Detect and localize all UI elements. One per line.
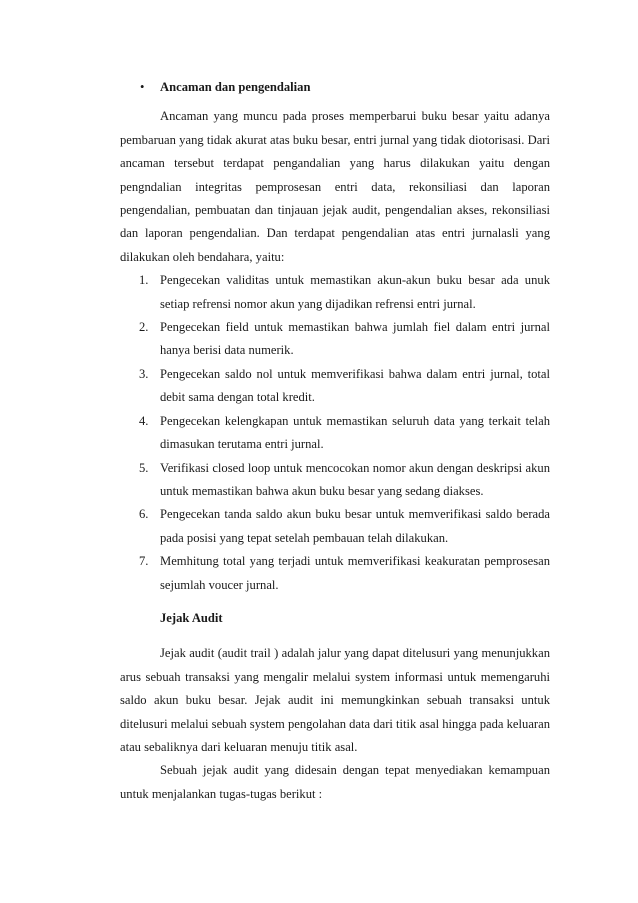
list-item bbox=[120, 457, 550, 504]
list-item bbox=[120, 363, 550, 410]
list-item-text: Pengecekan tanda saldo akun buku besar untuk memverifikasi saldo berada pada posisi yang tepat setelah pembauan telah dilakukan. bbox=[160, 507, 550, 545]
list-item bbox=[120, 316, 550, 363]
control-checks-list bbox=[120, 269, 550, 597]
page-content bbox=[120, 76, 550, 806]
list-item-text: Pengecekan field untuk memastikan bahwa jumlah fiel dalam entri jurnal hanya berisi data numerik. bbox=[160, 320, 550, 358]
list-item-number: 3. bbox=[139, 366, 149, 381]
list-item-number: 5. bbox=[139, 460, 149, 475]
section-heading bbox=[120, 76, 550, 99]
list-item-number: 2. bbox=[139, 320, 149, 335]
audit-paragraph-2: Sebuah jejak audit yang didesain dengan tepat menyediakan kemampuan untuk menjalankan tugas-tugas berikut : bbox=[120, 763, 550, 801]
list-item-text: Memhitung total yang terjadi untuk memverifikasi keakuratan pemprosesan sejumlah voucer jurnal. bbox=[160, 554, 550, 592]
list-item-text: Pengecekan kelengkapan untuk memastikan seluruh data yang terkait telah dimasukan terutama entri jurnal. bbox=[160, 413, 550, 452]
list-item-number: 1. bbox=[139, 273, 149, 288]
bullet-icon: • bbox=[140, 80, 145, 94]
list-item-number: 7. bbox=[139, 554, 149, 569]
list-item-number: 6. bbox=[139, 507, 149, 522]
audit-paragraph-1: Jejak audit (audit trail ) adalah jalur yang dapat ditelusuri yang menunjukkan arus sebuah transaksi yang mengalir melalui system informasi untuk memengaruhi saldo akun buku besar. Jejak audit ini memungkinkan sebuah transaksi untuk ditelusuri melalui sebuah system pengolahan data dari titik asal hingga pada keluaran atau sebaliknya dari keluaran menuju titik asal. bbox=[120, 646, 550, 754]
audit-heading: Jejak Audit bbox=[160, 610, 223, 625]
list-item-text: Verifikasi closed loop untuk mencocokan nomor akun dengan deskripsi akun untuk memastikan bahwa akun buku besar yang sedang diakses. bbox=[160, 460, 550, 498]
list-item-number: 4. bbox=[139, 413, 149, 428]
list-item-text: Pengecekan saldo nol untuk memverifikasi bahwa dalam entri jurnal, total debit sama dengan total kredit. bbox=[160, 366, 550, 405]
list-item-text: Pengecekan validitas untuk memastikan akun-akun buku besar ada unuk setiap refrensi nomor akun yang dijadikan refrensi entri jurnal. bbox=[160, 273, 550, 311]
list-item bbox=[120, 269, 550, 316]
intro-paragraph: Ancaman yang muncu pada proses memperbarui buku besar yaitu adanya pembaruan yang tidak akurat atas buku besar, entri jurnal yang tidak diotorisasi. Dari ancaman tersebut terdapat pengandalian yang harus dilakukan yaitu dengan pengndalian integritas pemprosesan entri data, rekonsiliasi dan laporan pengendalian, pembuatan dan tinjauan jejak audit, pengendalian akses, rekonsiliasi dan laporan pengendalian. Dan terdapat pengendalian atas entri jurnalasli yang dilakukan oleh bendahara, yaitu: bbox=[120, 109, 550, 264]
section-heading-text: Ancaman dan pengendalian bbox=[160, 80, 311, 94]
list-item bbox=[120, 410, 550, 457]
list-item bbox=[120, 550, 550, 597]
list-item bbox=[120, 503, 550, 550]
